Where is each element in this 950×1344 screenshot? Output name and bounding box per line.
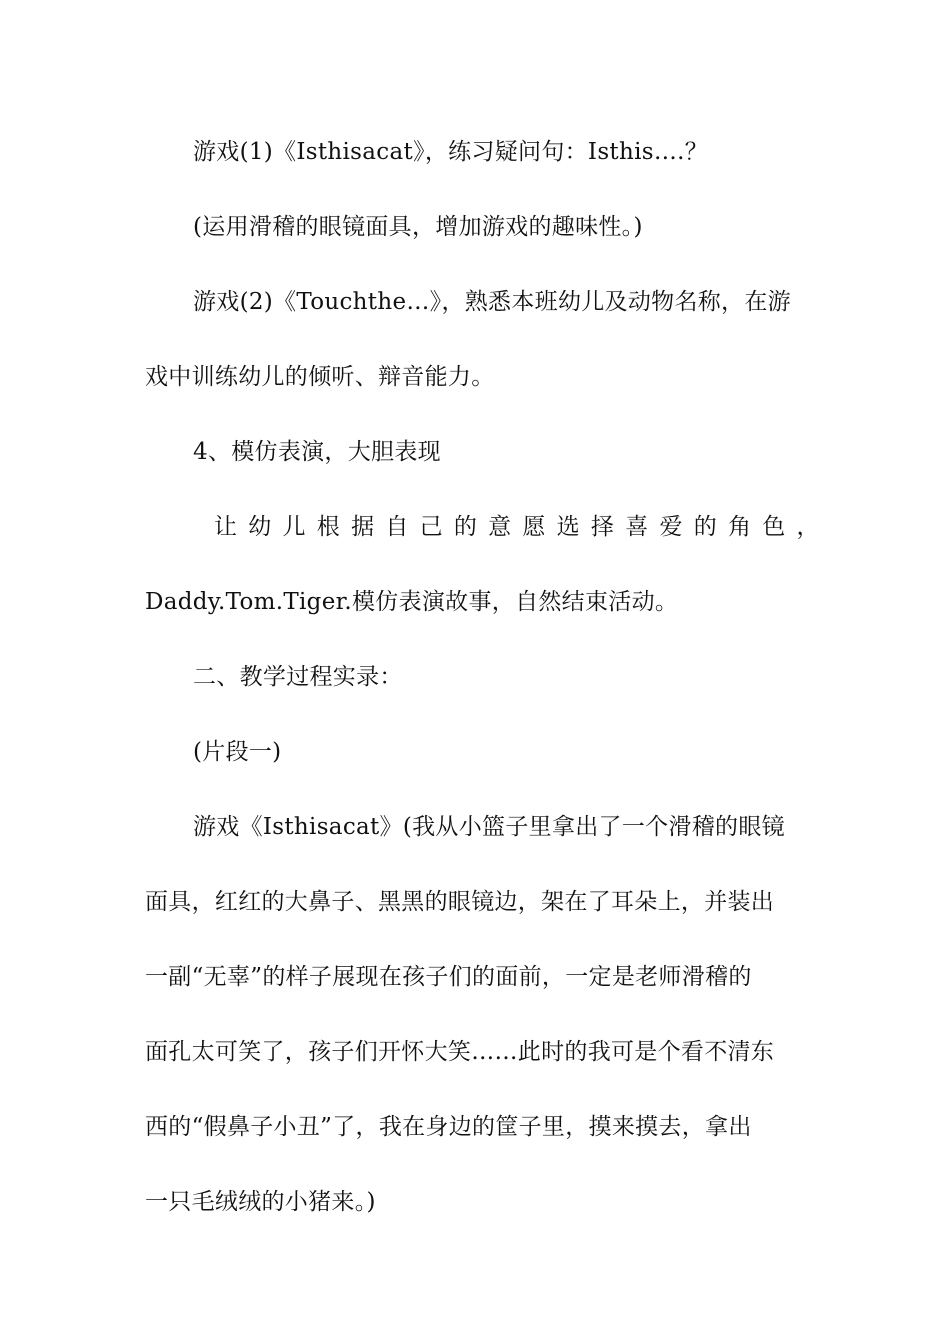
spread-char: 的 bbox=[453, 514, 478, 540]
spread-char: 己 bbox=[419, 514, 443, 540]
paragraph-line-role-choice-cont: Daddy.Tom.Tiger.模仿表演故事，自然结束活动。 bbox=[145, 589, 679, 615]
paragraph-line-fragment-3: 一副“无辜”的样子展现在孩子们的面前，一定是老师滑稽的 bbox=[145, 964, 752, 990]
paragraph-line-fragment-6: 一只毛绒绒的小猪来。) bbox=[145, 1189, 376, 1215]
spread-char: 愿 bbox=[522, 514, 546, 540]
section-heading-step-4: 4、模仿表演，大胆表现 bbox=[193, 439, 441, 465]
paragraph-line-game-1: 游戏(1)《Isthisacat》，练习疑问句：Isthis….？ bbox=[193, 139, 709, 165]
spread-char: 择 bbox=[590, 514, 615, 540]
paragraph-line-fragment-4: 面孔太可笑了，孩子们开怀大笑……此时的我可是个看不清东 bbox=[145, 1039, 775, 1065]
paragraph-line-fragment-1: 游戏《Isthisacat》(我从小篮子里拿出了一个滑稽的眼镜 bbox=[193, 814, 785, 840]
spread-char: 据 bbox=[351, 514, 375, 540]
spread-char: 角 bbox=[727, 514, 752, 540]
spread-char: 让 bbox=[214, 514, 238, 540]
spread-char: 意 bbox=[488, 514, 512, 540]
paragraph-line-fragment-5: 西的“假鼻子小丑”了，我在身边的筐子里，摸来摸去，拿出 bbox=[145, 1114, 752, 1140]
spread-char: 选 bbox=[556, 514, 580, 540]
paragraph-line-game-2: 游戏(2)《Touchthe…》，熟悉本班幼儿及动物名称，在游 bbox=[193, 289, 791, 315]
paragraph-line-fragment-2: 面具，红红的大鼻子、黑黑的眼镜边，架在了耳朵上，并装出 bbox=[145, 889, 775, 915]
fragment-label: (片段一) bbox=[193, 739, 282, 765]
spread-char: 幼 bbox=[248, 514, 272, 540]
paragraph-line-game-2-cont: 戏中训练幼儿的倾听、辩音能力。 bbox=[145, 364, 495, 390]
spread-char: 根 bbox=[316, 514, 341, 540]
paragraph-line-role-choice bbox=[214, 512, 820, 542]
spread-char: 爱 bbox=[659, 514, 683, 540]
paragraph-line-game-1-note: (运用滑稽的眼镜面具，增加游戏的趣味性。) bbox=[193, 214, 643, 240]
spread-char: 色 bbox=[762, 514, 786, 540]
spread-char: 的 bbox=[693, 514, 718, 540]
section-heading-teaching-record: 二、教学过程实录： bbox=[193, 664, 403, 690]
spread-char: 自 bbox=[385, 514, 409, 540]
spread-char: ， bbox=[796, 514, 820, 540]
spread-char: 喜 bbox=[625, 514, 649, 540]
spread-char: 儿 bbox=[282, 514, 306, 540]
